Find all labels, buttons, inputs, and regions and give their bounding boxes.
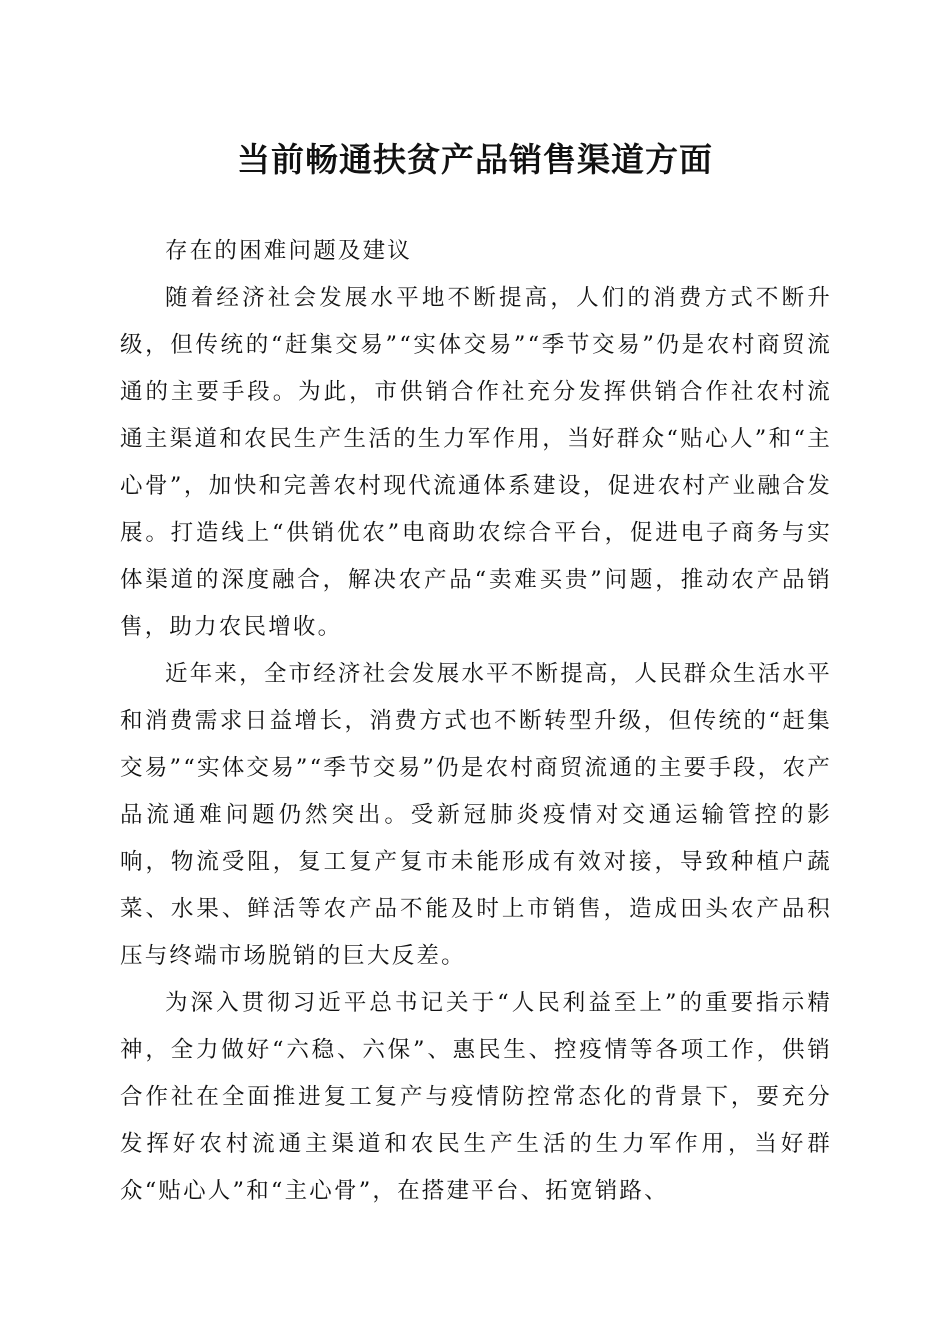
document-title: 当前畅通扶贫产品销售渠道方面 bbox=[237, 140, 713, 179]
paragraph-2: 近年来，全市经济社会发展水平不断提高，人民群众生活水平和消费需求日益增长，消费方式也不断转型升级，但传统的“赶集交易”“实体交易”“季节交易”仍是农村商贸流通的主要手段，农产品流通难问题仍然突出。受新冠肺炎疫情对交通运输管控的影响，物流受阻，复工复产复市未能形成有效对接，导致种植户蔬菜、水果、鲜活等农产品不能及时上市销售，造成田头农产品积压与终端市场脱销的巨大反差。 bbox=[120, 661, 832, 969]
paragraph-subtitle: 存在的困难问题及建议 bbox=[165, 238, 413, 264]
paragraph-1: 随着经济社会发展水平地不断提高，人们的消费方式不断升级，但传统的“赶集交易”“实体交易”“季节交易”仍是农村商贸流通的主要手段。为此，市供销合作社充分发挥供销合作社农村流通主渠道和农民生产生活的生力军作用，当好群众“贴心人”和“主心骨”，加快和完善农村现代流通体系建设，促进农村产业融合发展。打造线上“供销优农”电商助农综合平台，促进电子商务与实体渠道的深度融合，解决农产品“卖难买贵”问题，推动农产品销售，助力农民增收。 bbox=[120, 285, 832, 640]
document-body bbox=[120, 228, 832, 1215]
paragraph-3: 为深入贯彻习近平总书记关于“人民利益至上”的重要指示精神，全力做好“六稳、六保”、惠民生、控疫情等各项工作，供销合作社在全面推进复工复产与疫情防控常态化的背景下，要充分发挥好农村流通主渠道和农民生产生活的生力军作用，当好群众“贴心人”和“主心骨”，在搭建平台、拓宽销路、 bbox=[120, 990, 832, 1204]
